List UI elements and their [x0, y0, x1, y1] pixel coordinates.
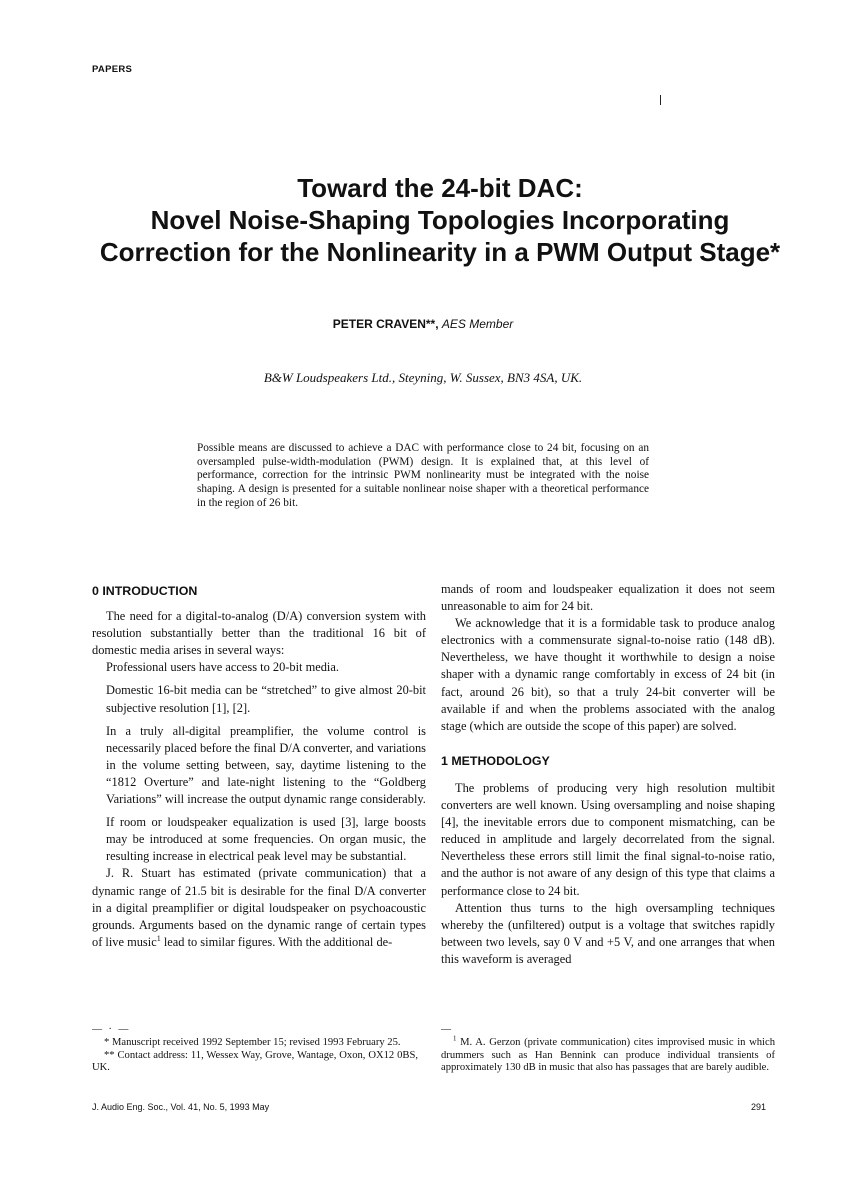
- acknowledge-paragraph: We acknowledge that it is a formidable task to produce analog electronics with a commensurate signal-to-noise ratio (148 dB). Nevertheless, we have thought it worthwhile to design a noise shaper with a dynamic range comfortably in excess of 24 bit (in fact, around 26 bit), so that a truly 24-bit converter will be available if and when the problems associated with the analog stage (which are outside the scope of this paper) are solved.: [441, 616, 775, 733]
- section-heading-methodology: 1 METHODOLOGY: [441, 753, 550, 768]
- methodology-paragraph-2: Attention thus turns to the high oversampling techniques whereby the (unfiltered) output is a voltage that switches rapidly between two levels, say 0 V and +5 V, and one arranges that when this waveform is averaged: [441, 900, 775, 966]
- footnote-1-text: M. A. Gerzon (private communication) cites improvised music in which drummers such as Han Bennink can produce individual transients of approximately 130 dB in music that also has passages that are barely audible.: [441, 1037, 775, 1074]
- journal-citation: J. Audio Eng. Soc., Vol. 41, No. 5, 1993 May: [92, 1102, 270, 1112]
- intro-point-4: If room or loudspeaker equalization is used [3], large boosts may be introduced at some frequencies. On organ music, the resulting increase in electrical peak level may be substantial.: [106, 815, 426, 864]
- methodology-paragraph-1: The problems of producing very high resolution multibit converters are well known. Using oversampling and noise shaping [4], the inevitable errors due to component mismatching, can be reduced in amplitude and largely decorrelated from the signal. Nevertheless these errors still limit the final signal-to-noise ratio, and the author is not aware of any design of this type that claims a performance close to 24 bit.: [441, 780, 775, 898]
- scan-mark: [660, 95, 661, 105]
- title-line-2: Novel Noise-Shaping Topologies Incorporating: [150, 205, 730, 235]
- footnote-contact: ** Contact address: 11, Wessex Way, Grove, Wantage, Oxon, OX12 0BS, UK.: [92, 1049, 418, 1074]
- author-line: [0, 317, 846, 331]
- abstract: Possible means are discussed to achieve a DAC with performance close to 24 bit, focusing on an oversampled pulse-width-modulation (PWM) design. It is explained that, at this level of performance, correction for the intrinsic PWM nonlinearity must be integrated with the noise shaping. A design is presented for a suitable nonlinear noise shaper with a theoretical performance in the region of 26 bit.: [197, 442, 649, 509]
- footnote-1: [441, 1037, 775, 1075]
- footnote-rule-right: —: [441, 1024, 453, 1035]
- stuart-paragraph: [92, 865, 426, 950]
- footnote-rule-left: — · —: [92, 1024, 131, 1035]
- stuart-text-a: J. R. Stuart has estimated (private communication) that a dynamic range of 21.5 bit is desirable for the final D/A converter in a digital preamplifier or digital loudspeaker on psychoacoustic grounds. Arguments based on the dynamic range of certain types of live music: [92, 866, 426, 949]
- intro-point-1: Professional users have access to 20-bit media.: [106, 660, 339, 675]
- author-membership: AES Member: [441, 317, 514, 331]
- paper-title: [60, 172, 820, 268]
- title-line-1: Toward the 24-bit DAC:: [297, 173, 583, 203]
- footnote-ref-1: 1: [156, 933, 161, 943]
- title-line-3: Correction for the Nonlinearity in a PWM Output Stage*: [99, 237, 781, 267]
- intro-point-2: Domestic 16-bit media can be “stretched” to give almost 20-bit subjective resolution [1], [2].: [106, 683, 426, 715]
- right-column: [441, 581, 775, 968]
- left-column: [92, 583, 426, 951]
- author-name: PETER CRAVEN**,: [332, 317, 439, 331]
- intro-point-3: In a truly all-digital preamplifier, the volume control is necessarily placed before the final D/A converter, and variations in the volume setting between, say, daytime listening to the “1812 Overture” and late-night listening to the “Goldberg Variations” will increase the output dynamic range considerably.: [106, 723, 426, 807]
- continued-paragraph: mands of room and loudspeaker equalization it does not seem unreasonable to aim for 24 bit.: [441, 582, 775, 614]
- section-heading-introduction: 0 INTRODUCTION: [92, 584, 198, 598]
- stuart-text-b: lead to similar figures. With the additional de-: [160, 934, 393, 949]
- page-number: 291: [750, 1102, 766, 1112]
- intro-paragraph: The need for a digital-to-analog (D/A) conversion system with resolution substantially better than the traditional 16 bit of domestic media arises in several ways:: [92, 609, 426, 658]
- footnote-1-marker: 1: [453, 1035, 457, 1043]
- footnotes-right: [441, 1025, 775, 1075]
- section-label: PAPERS: [92, 64, 133, 75]
- affiliation: B&W Loudspeakers Ltd., Steyning, W. Sussex, BN3 4SA, UK.: [263, 370, 583, 385]
- footnote-manuscript: * Manuscript received 1992 September 15; revised 1993 February 25.: [104, 1037, 401, 1048]
- footnotes-left: [92, 1025, 418, 1075]
